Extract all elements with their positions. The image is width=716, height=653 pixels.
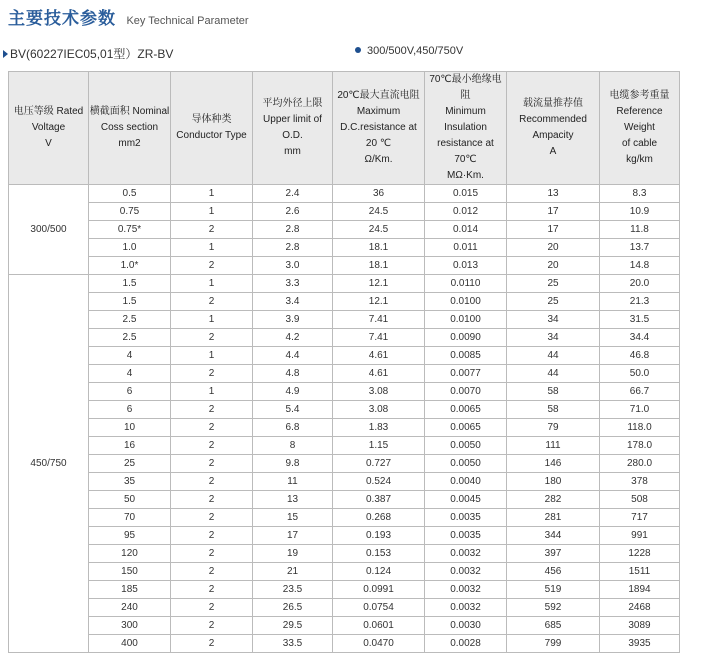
cell-conductor-type: 2	[171, 581, 253, 599]
cell-cross-section: 1.5	[89, 293, 171, 311]
cell-insulation-resistance: 0.0030	[425, 617, 507, 635]
voltage-group-cell: 300/500	[9, 185, 89, 275]
cell-insulation-resistance: 0.0065	[425, 401, 507, 419]
cell-outer-diameter: 29.5	[253, 617, 333, 635]
table-row	[9, 563, 680, 581]
table-row	[9, 401, 680, 419]
cell-insulation-resistance: 0.012	[425, 203, 507, 221]
cell-insulation-resistance: 0.0035	[425, 509, 507, 527]
table-row	[9, 509, 680, 527]
column-header-line: 横截面积 Nominal	[89, 106, 170, 117]
cell-cross-section: 300	[89, 617, 171, 635]
page-header	[8, 4, 249, 30]
cell-weight: 31.5	[600, 311, 680, 329]
cell-ampacity: 146	[507, 455, 600, 473]
cell-weight: 2468	[600, 599, 680, 617]
cell-weight: 3935	[600, 635, 680, 653]
cell-insulation-resistance: 0.0050	[425, 437, 507, 455]
cell-cross-section: 400	[89, 635, 171, 653]
cell-insulation-resistance: 0.0090	[425, 329, 507, 347]
cell-weight: 46.8	[600, 347, 680, 365]
cell-outer-diameter: 4.2	[253, 329, 333, 347]
column-header-line: mm	[284, 146, 301, 157]
column-header-line: mm2	[118, 138, 141, 149]
cell-weight: 3089	[600, 617, 680, 635]
cell-outer-diameter: 5.4	[253, 401, 333, 419]
column-header-line: Maximum	[356, 106, 401, 117]
cell-dc-resistance: 36	[333, 185, 425, 203]
cell-insulation-resistance: 0.0065	[425, 419, 507, 437]
cell-insulation-resistance: 0.0050	[425, 455, 507, 473]
cell-conductor-type: 2	[171, 329, 253, 347]
table-row	[9, 275, 680, 293]
cell-insulation-resistance: 0.0100	[425, 311, 507, 329]
column-header-line: Conductor Type	[176, 130, 247, 141]
cell-cross-section: 50	[89, 491, 171, 509]
cell-conductor-type: 2	[171, 563, 253, 581]
cell-conductor-type: 2	[171, 599, 253, 617]
column-header-line: Ω/Km.	[364, 154, 393, 165]
cell-cross-section: 1.0	[89, 239, 171, 257]
cell-insulation-resistance: 0.014	[425, 221, 507, 239]
cell-outer-diameter: 8	[253, 437, 333, 455]
cell-outer-diameter: 15	[253, 509, 333, 527]
cell-insulation-resistance: 0.0028	[425, 635, 507, 653]
cell-outer-diameter: 2.8	[253, 239, 333, 257]
cell-insulation-resistance: 0.0032	[425, 563, 507, 581]
table-row	[9, 185, 680, 203]
cell-conductor-type: 1	[171, 239, 253, 257]
column-header-line: Recommended	[519, 114, 587, 125]
cell-outer-diameter: 3.4	[253, 293, 333, 311]
page-subtitle: Key Technical Parameter	[126, 15, 249, 27]
cell-weight: 10.9	[600, 203, 680, 221]
model-text: BV(60227IEC05,01型）ZR-BV	[10, 47, 174, 61]
cell-outer-diameter: 4.8	[253, 365, 333, 383]
cell-insulation-resistance: 0.0085	[425, 347, 507, 365]
cell-dc-resistance: 0.124	[333, 563, 425, 581]
table-row	[9, 329, 680, 347]
cell-ampacity: 79	[507, 419, 600, 437]
cell-conductor-type: 2	[171, 473, 253, 491]
table-row	[9, 473, 680, 491]
cell-dc-resistance: 0.0991	[333, 581, 425, 599]
cell-insulation-resistance: 0.0070	[425, 383, 507, 401]
table-row	[9, 581, 680, 599]
cell-outer-diameter: 11	[253, 473, 333, 491]
cell-weight: 280.0	[600, 455, 680, 473]
cell-dc-resistance: 24.5	[333, 221, 425, 239]
column-header-line: Reference Weight	[616, 106, 663, 133]
model-label	[3, 45, 173, 62]
cell-ampacity: 44	[507, 347, 600, 365]
cell-cross-section: 240	[89, 599, 171, 617]
cell-ampacity: 397	[507, 545, 600, 563]
cell-cross-section: 6	[89, 383, 171, 401]
cell-conductor-type: 2	[171, 401, 253, 419]
cell-outer-diameter: 4.9	[253, 383, 333, 401]
cell-outer-diameter: 3.0	[253, 257, 333, 275]
cell-dc-resistance: 0.268	[333, 509, 425, 527]
cell-conductor-type: 2	[171, 257, 253, 275]
cell-dc-resistance: 7.41	[333, 311, 425, 329]
cell-insulation-resistance: 0.015	[425, 185, 507, 203]
column-header-insulation-resistance	[425, 72, 507, 185]
cell-dc-resistance: 0.0601	[333, 617, 425, 635]
column-header-line: D.C.resistance at	[340, 122, 417, 133]
table-row	[9, 545, 680, 563]
cell-ampacity: 17	[507, 221, 600, 239]
table-row	[9, 311, 680, 329]
cell-ampacity: 25	[507, 293, 600, 311]
voltage-text: 300/500V,450/750V	[367, 45, 464, 57]
cell-conductor-type: 2	[171, 491, 253, 509]
cell-ampacity: 111	[507, 437, 600, 455]
cell-weight: 20.0	[600, 275, 680, 293]
cell-conductor-type: 2	[171, 437, 253, 455]
cell-dc-resistance: 1.15	[333, 437, 425, 455]
cell-ampacity: 344	[507, 527, 600, 545]
table-row	[9, 617, 680, 635]
cell-cross-section: 0.75*	[89, 221, 171, 239]
cell-conductor-type: 2	[171, 221, 253, 239]
table-row	[9, 203, 680, 221]
page-title: 主要技术参数	[8, 9, 116, 28]
cell-cross-section: 1.5	[89, 275, 171, 293]
cell-weight: 34.4	[600, 329, 680, 347]
cell-cross-section: 2.5	[89, 311, 171, 329]
cell-cross-section: 185	[89, 581, 171, 599]
cell-dc-resistance: 0.153	[333, 545, 425, 563]
column-header-conductor-type	[171, 72, 253, 185]
dot-bullet-icon	[355, 47, 361, 53]
cell-cross-section: 2.5	[89, 329, 171, 347]
cell-outer-diameter: 3.3	[253, 275, 333, 293]
cell-weight: 66.7	[600, 383, 680, 401]
cell-conductor-type: 2	[171, 617, 253, 635]
cell-cross-section: 4	[89, 347, 171, 365]
cell-conductor-type: 1	[171, 185, 253, 203]
cell-cross-section: 6	[89, 401, 171, 419]
cell-ampacity: 685	[507, 617, 600, 635]
column-header-line: Coss section	[100, 122, 159, 133]
column-header-voltage	[9, 72, 89, 185]
cell-outer-diameter: 21	[253, 563, 333, 581]
column-header-line: O.D.	[282, 130, 303, 141]
cell-cross-section: 0.75	[89, 203, 171, 221]
cell-ampacity: 282	[507, 491, 600, 509]
cell-conductor-type: 1	[171, 203, 253, 221]
column-header-line: Minimum	[445, 106, 486, 117]
cell-ampacity: 456	[507, 563, 600, 581]
column-header-line: 平均外径上限	[262, 98, 323, 109]
cell-insulation-resistance: 0.013	[425, 257, 507, 275]
cell-weight: 508	[600, 491, 680, 509]
cell-ampacity: 58	[507, 383, 600, 401]
cell-conductor-type: 2	[171, 419, 253, 437]
technical-parameter-table	[8, 71, 680, 653]
table-row	[9, 347, 680, 365]
cell-outer-diameter: 2.6	[253, 203, 333, 221]
cell-dc-resistance: 3.08	[333, 401, 425, 419]
column-header-line: 70℃最小绝缘电阻	[429, 74, 502, 101]
table-row	[9, 293, 680, 311]
table-body	[9, 185, 680, 653]
cell-conductor-type: 2	[171, 455, 253, 473]
cell-cross-section: 16	[89, 437, 171, 455]
cell-outer-diameter: 6.8	[253, 419, 333, 437]
cell-insulation-resistance: 0.0100	[425, 293, 507, 311]
cell-outer-diameter: 9.8	[253, 455, 333, 473]
column-header-cross-section	[89, 72, 171, 185]
column-header-line: Insulation	[444, 122, 487, 133]
cell-weight: 178.0	[600, 437, 680, 455]
cell-conductor-type: 2	[171, 635, 253, 653]
cell-ampacity: 25	[507, 275, 600, 293]
cell-insulation-resistance: 0.0110	[425, 275, 507, 293]
cell-outer-diameter: 23.5	[253, 581, 333, 599]
cell-cross-section: 35	[89, 473, 171, 491]
cell-ampacity: 34	[507, 311, 600, 329]
table-row	[9, 599, 680, 617]
cell-outer-diameter: 17	[253, 527, 333, 545]
table-row	[9, 257, 680, 275]
column-header-line: V	[45, 138, 52, 149]
column-header-line: of cable	[621, 138, 658, 149]
column-header-line: Ampacity	[532, 130, 574, 141]
column-header-dc-resistance	[333, 72, 425, 185]
column-header-line: 20℃最大直流电阻	[337, 90, 420, 101]
cell-outer-diameter: 19	[253, 545, 333, 563]
voltage-label	[355, 45, 463, 57]
cell-weight: 118.0	[600, 419, 680, 437]
cell-conductor-type: 2	[171, 509, 253, 527]
cell-dc-resistance: 24.5	[333, 203, 425, 221]
cell-weight: 378	[600, 473, 680, 491]
cell-dc-resistance: 7.41	[333, 329, 425, 347]
cell-outer-diameter: 4.4	[253, 347, 333, 365]
cell-cross-section: 70	[89, 509, 171, 527]
cell-ampacity: 58	[507, 401, 600, 419]
cell-conductor-type: 1	[171, 275, 253, 293]
cell-insulation-resistance: 0.0032	[425, 545, 507, 563]
column-header-line: 电压等级 Rated	[13, 106, 84, 117]
cell-ampacity: 34	[507, 329, 600, 347]
cell-cross-section: 150	[89, 563, 171, 581]
cell-insulation-resistance: 0.0032	[425, 581, 507, 599]
triangle-bullet-icon	[3, 50, 8, 58]
cell-ampacity: 281	[507, 509, 600, 527]
cell-cross-section: 0.5	[89, 185, 171, 203]
table-row	[9, 437, 680, 455]
table-row	[9, 221, 680, 239]
cell-outer-diameter: 26.5	[253, 599, 333, 617]
voltage-group-cell: 450/750	[9, 275, 89, 653]
cell-outer-diameter: 2.4	[253, 185, 333, 203]
cell-weight: 50.0	[600, 365, 680, 383]
cell-dc-resistance: 0.0470	[333, 635, 425, 653]
table-row	[9, 527, 680, 545]
cell-dc-resistance: 3.08	[333, 383, 425, 401]
cell-ampacity: 44	[507, 365, 600, 383]
cell-dc-resistance: 0.727	[333, 455, 425, 473]
cell-conductor-type: 2	[171, 293, 253, 311]
cell-insulation-resistance: 0.0045	[425, 491, 507, 509]
cell-dc-resistance: 4.61	[333, 347, 425, 365]
cell-weight: 71.0	[600, 401, 680, 419]
cell-weight: 13.7	[600, 239, 680, 257]
cell-conductor-type: 2	[171, 365, 253, 383]
cell-ampacity: 17	[507, 203, 600, 221]
cell-ampacity: 799	[507, 635, 600, 653]
cell-dc-resistance: 4.61	[333, 365, 425, 383]
cell-ampacity: 592	[507, 599, 600, 617]
cell-outer-diameter: 33.5	[253, 635, 333, 653]
cell-ampacity: 13	[507, 185, 600, 203]
cell-weight: 717	[600, 509, 680, 527]
table-row	[9, 239, 680, 257]
cell-weight: 21.3	[600, 293, 680, 311]
cell-conductor-type: 2	[171, 545, 253, 563]
cell-cross-section: 10	[89, 419, 171, 437]
table-row	[9, 455, 680, 473]
cell-cross-section: 4	[89, 365, 171, 383]
column-header-weight	[600, 72, 680, 185]
cell-dc-resistance: 12.1	[333, 275, 425, 293]
column-header-line: Voltage	[31, 122, 66, 133]
cell-conductor-type: 2	[171, 527, 253, 545]
table-row	[9, 419, 680, 437]
cell-cross-section: 120	[89, 545, 171, 563]
column-header-line: A	[549, 146, 557, 157]
cell-cross-section: 1.0*	[89, 257, 171, 275]
cell-dc-resistance: 0.0754	[333, 599, 425, 617]
column-header-line: 载流量推荐值	[523, 98, 583, 109]
column-header-line: MΩ·Km.	[447, 170, 484, 181]
table-row	[9, 383, 680, 401]
column-header-line: 电缆参考重量	[609, 90, 670, 101]
cell-cross-section: 25	[89, 455, 171, 473]
cell-insulation-resistance: 0.0035	[425, 527, 507, 545]
cell-weight: 11.8	[600, 221, 680, 239]
cell-dc-resistance: 12.1	[333, 293, 425, 311]
cell-dc-resistance: 0.524	[333, 473, 425, 491]
cell-ampacity: 519	[507, 581, 600, 599]
cell-dc-resistance: 0.193	[333, 527, 425, 545]
cell-insulation-resistance: 0.011	[425, 239, 507, 257]
cell-dc-resistance: 0.387	[333, 491, 425, 509]
cell-weight: 1511	[600, 563, 680, 581]
cell-conductor-type: 1	[171, 347, 253, 365]
column-header-outer-diameter	[253, 72, 333, 185]
cell-ampacity: 20	[507, 257, 600, 275]
column-header-line: Upper limit of	[263, 114, 322, 125]
column-header-line: kg/km	[626, 154, 653, 165]
cell-outer-diameter: 3.9	[253, 311, 333, 329]
cell-dc-resistance: 18.1	[333, 257, 425, 275]
cell-ampacity: 20	[507, 239, 600, 257]
cell-insulation-resistance: 0.0040	[425, 473, 507, 491]
column-header-line: 20 ℃	[365, 138, 392, 149]
cell-weight: 1228	[600, 545, 680, 563]
cell-weight: 8.3	[600, 185, 680, 203]
table-row	[9, 365, 680, 383]
cell-cross-section: 95	[89, 527, 171, 545]
cell-dc-resistance: 18.1	[333, 239, 425, 257]
cell-weight: 14.8	[600, 257, 680, 275]
column-header-ampacity	[507, 72, 600, 185]
cell-ampacity: 180	[507, 473, 600, 491]
cell-insulation-resistance: 0.0032	[425, 599, 507, 617]
cell-outer-diameter: 13	[253, 491, 333, 509]
column-header-line: 导体种类	[191, 114, 232, 125]
table-header-row	[9, 72, 680, 185]
cell-conductor-type: 1	[171, 311, 253, 329]
table-row	[9, 491, 680, 509]
cell-dc-resistance: 1.83	[333, 419, 425, 437]
cell-weight: 1894	[600, 581, 680, 599]
cell-conductor-type: 1	[171, 383, 253, 401]
cell-insulation-resistance: 0.0077	[425, 365, 507, 383]
cell-outer-diameter: 2.8	[253, 221, 333, 239]
cell-weight: 991	[600, 527, 680, 545]
column-header-line: resistance at 70℃	[437, 138, 494, 165]
